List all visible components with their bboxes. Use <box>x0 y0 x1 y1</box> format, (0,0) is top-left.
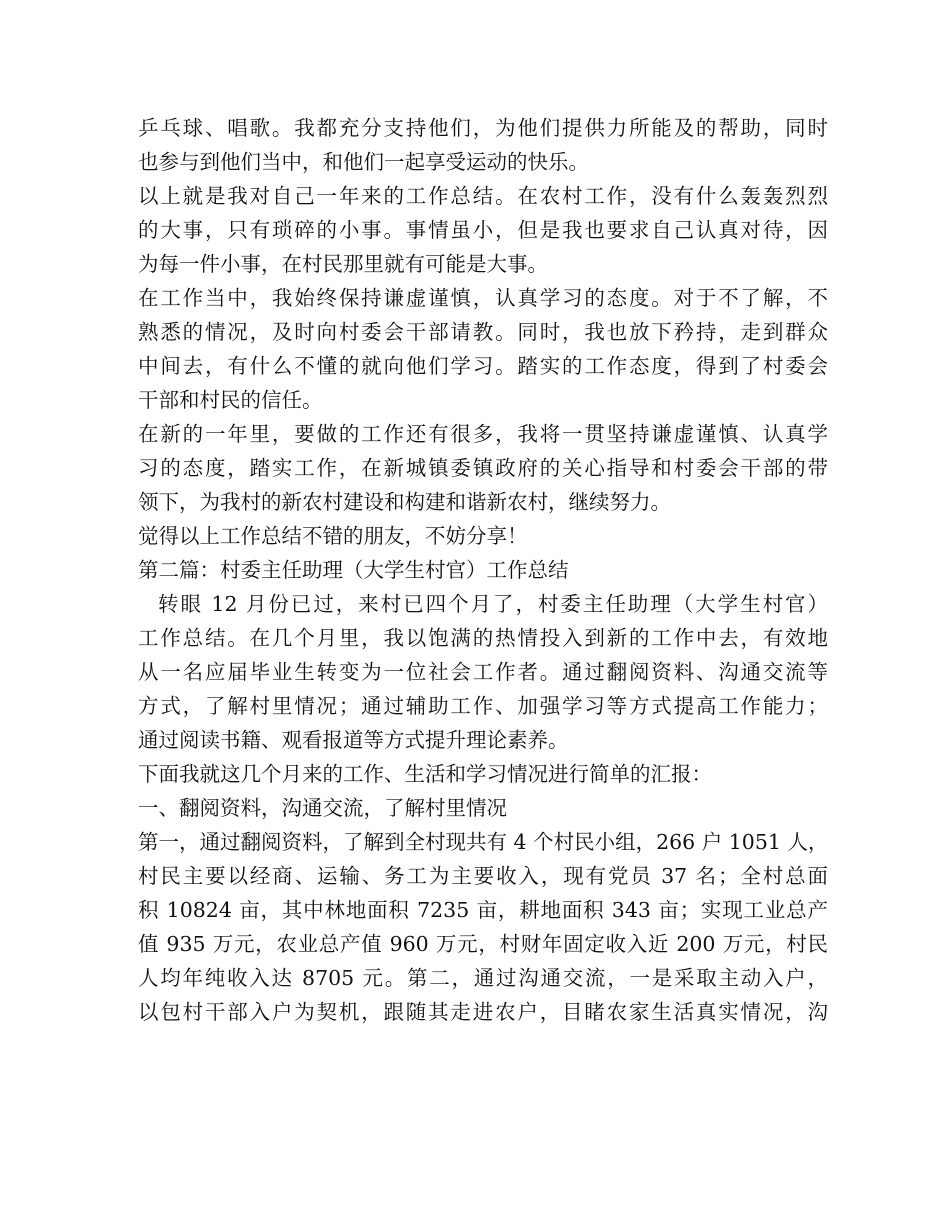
text-line: 以包村干部入户为契机，跟随其走进农户，目睹农家生活真实情况，沟 <box>138 1000 828 1024</box>
subsection-heading: 一、翻阅资料，沟通交流，了解村里情况 <box>138 796 507 820</box>
text-line: 习的态度，踏实工作，在新城镇委镇政府的关心指导和村委会干部的带 <box>138 456 828 480</box>
text-line: 村民主要以经商、运输、务工为主要收入，现有党员 37 名；全村总面 <box>138 864 828 888</box>
text-line: 值 935 万元，农业总产值 960 万元，村财年固定收入近 200 万元，村民 <box>138 932 828 956</box>
text-line: 也参与到他们当中，和他们一起享受运动的快乐。 <box>138 150 589 174</box>
section-heading: 第二篇：村委主任助理（大学生村官）工作总结 <box>138 558 569 582</box>
document-body <box>138 111 828 1029</box>
text-line: 中间去，有什么不懂的就向他们学习。踏实的工作态度，得到了村委会 <box>138 354 828 378</box>
text-line: 第一，通过翻阅资料，了解到全村现共有 4 个村民小组，266 户 1051 人， <box>138 830 828 854</box>
text-line: 在工作当中，我始终保持谦虚谨慎，认真学习的态度。对于不了解，不 <box>138 286 828 310</box>
text-line: 人均年纯收入达 8705 元。第二，通过沟通交流，一是采取主动入户， <box>138 966 828 990</box>
text-line: 干部和村民的信任。 <box>138 388 323 412</box>
text-line: 熟悉的情况，及时向村委会干部请教。同时，我也放下矜持，走到群众 <box>138 320 828 344</box>
text-line: 以上就是我对自己一年来的工作总结。在农村工作，没有什么轰轰烈烈 <box>138 184 828 208</box>
text-line: 为每一件小事，在村民那里就有可能是大事。 <box>138 252 548 276</box>
text-line: 方式，了解村里情况；通过辅助工作、加强学习等方式提高工作能力； <box>138 694 828 718</box>
text-line: 转眼 12 月份已过，来村已四个月了，村委主任助理（大学生村官） <box>158 592 828 616</box>
text-line: 积 10824 亩，其中林地面积 7235 亩，耕地面积 343 亩；实现工业总产 <box>138 898 828 922</box>
text-line: 工作总结。在几个月里，我以饱满的热情投入到新的工作中去，有效地 <box>138 626 828 650</box>
text-line: 通过阅读书籍、观看报道等方式提升理论素养。 <box>138 728 569 752</box>
text-line: 在新的一年里，要做的工作还有很多，我将一贯坚持谦虚谨慎、认真学 <box>138 422 828 446</box>
text-line: 领下，为我村的新农村建设和构建和谐新农村，继续努力。 <box>138 490 671 514</box>
text-line: 从一名应届毕业生转变为一位社会工作者。通过翻阅资料、沟通交流等 <box>138 660 828 684</box>
text-line: 下面我就这几个月来的工作、生活和学习情况进行简单的汇报： <box>138 762 712 786</box>
text-line: 乒乓球、唱歌。我都充分支持他们，为他们提供力所能及的帮助，同时 <box>138 116 828 140</box>
text-line: 觉得以上工作总结不错的朋友，不妨分享！ <box>138 524 528 548</box>
text-line: 的大事，只有琐碎的小事。事情虽小，但是我也要求自己认真对待，因 <box>138 218 828 242</box>
